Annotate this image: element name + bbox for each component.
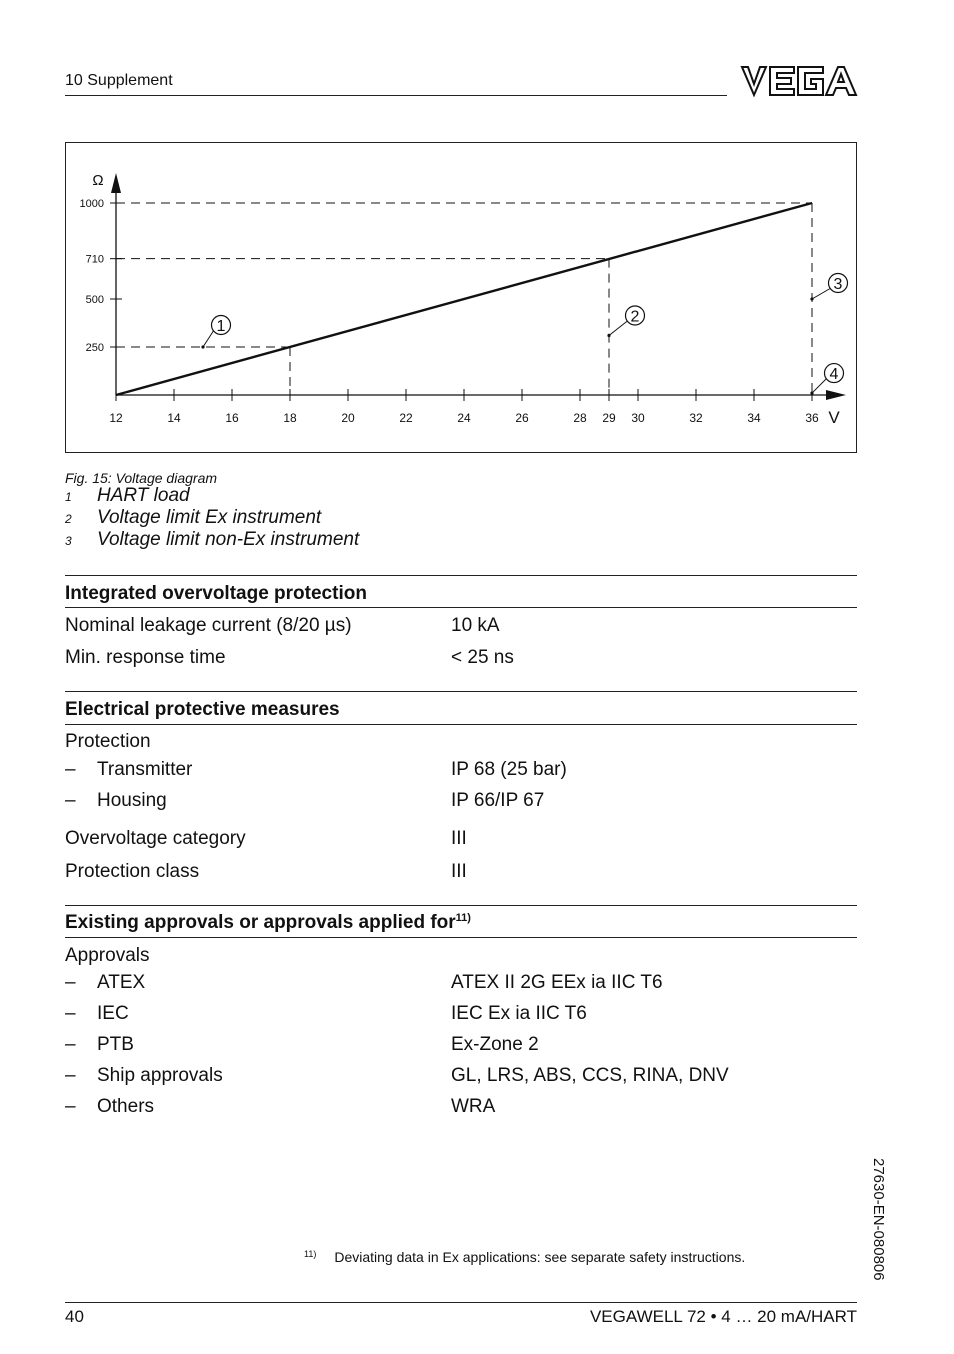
section-rule xyxy=(65,937,857,938)
spec-value: III xyxy=(451,861,467,882)
spec-label: – Ship approvals xyxy=(65,1065,223,1086)
section-title: Electrical protective measures xyxy=(65,699,340,720)
legend-item xyxy=(65,485,190,507)
vega-logo xyxy=(740,64,858,98)
marker-label: 3 xyxy=(833,276,843,293)
section-rule xyxy=(65,691,857,692)
spec-value: 10 kA xyxy=(451,615,500,636)
spec-value: IP 68 (25 bar) xyxy=(451,759,567,780)
marker-label: 1 xyxy=(216,318,226,335)
y-axis-unit-label: Ω xyxy=(92,172,104,189)
section-title: Integrated overvoltage protection xyxy=(65,583,367,604)
footnote xyxy=(304,1249,745,1265)
hart-load-line xyxy=(116,203,812,395)
spec-value: IEC Ex ia IIC T6 xyxy=(451,1003,587,1024)
x-tick-label: 12 xyxy=(109,411,123,425)
marker-label: 2 xyxy=(630,308,640,326)
legend-number: 1 xyxy=(65,490,72,504)
spec-label: Overvoltage category xyxy=(65,828,246,849)
x-tick-label: 18 xyxy=(283,411,297,425)
spec-value: III xyxy=(451,828,467,849)
x-tick-label: 32 xyxy=(689,411,703,425)
legend-item xyxy=(65,507,321,529)
section-rule xyxy=(65,575,857,576)
page-number: 40 xyxy=(65,1307,84,1326)
spec-label: – Transmitter xyxy=(65,759,193,780)
spec-label: Min. response time xyxy=(65,647,226,668)
spec-label: – ATEX xyxy=(65,972,146,993)
document-code: 27630-EN-080806 xyxy=(870,1158,887,1281)
header-rule xyxy=(65,95,727,96)
legend-label: HART load xyxy=(97,485,190,506)
spec-value: ATEX II 2G EEx ia IIC T6 xyxy=(451,972,663,993)
dash: – xyxy=(65,1096,76,1117)
marker-label: 4 xyxy=(829,366,839,384)
y-tick-label: 710 xyxy=(85,253,104,266)
y-tick-label: 1000 xyxy=(79,198,104,210)
spec-label: – PTB xyxy=(65,1034,134,1055)
dash: – xyxy=(65,759,76,780)
spec-label: Protection class xyxy=(65,861,200,882)
marker-leader xyxy=(609,320,628,335)
x-tick-label: 24 xyxy=(457,411,471,425)
product-name: VEGAWELL 72 • 4 … 20 mA/HART xyxy=(589,1307,857,1326)
x-axis-unit-label: V xyxy=(828,408,840,427)
dash: – xyxy=(65,1065,76,1086)
voltage-diagram xyxy=(66,143,858,454)
voltage-diagram-frame xyxy=(65,142,857,453)
section-rule xyxy=(65,607,857,608)
legend-number: 3 xyxy=(65,534,72,548)
spec-value: GL, LRS, ABS, CCS, RINA, DNV xyxy=(451,1065,729,1086)
x-tick-label: 34 xyxy=(747,411,761,425)
x-tick-label: 29 xyxy=(602,411,616,425)
dash: – xyxy=(65,790,76,811)
marker-leader xyxy=(812,378,827,393)
x-tick-label: 26 xyxy=(515,411,529,425)
x-axis-arrow xyxy=(826,390,846,400)
spec-label: – IEC xyxy=(65,1003,129,1024)
legend-label: Voltage limit non-Ex instrument xyxy=(97,529,360,550)
footer-rule xyxy=(65,1302,857,1303)
spec-value: Ex-Zone 2 xyxy=(451,1034,539,1055)
y-tick-label: 250 xyxy=(85,342,104,354)
spec-label: Nominal leakage current (8/20 µs) xyxy=(65,615,352,636)
y-tick-label: 500 xyxy=(85,294,104,306)
spec-label: Protection xyxy=(65,731,151,752)
spec-label: – Housing xyxy=(65,790,167,811)
header-section-label: 10 Supplement xyxy=(65,72,173,89)
x-tick-label: 30 xyxy=(631,411,645,425)
spec-value: < 25 ns xyxy=(451,647,514,668)
legend-number: 2 xyxy=(65,512,72,526)
footnote-ref: 11) xyxy=(455,912,471,924)
x-tick-label: 20 xyxy=(341,411,355,425)
legend-item xyxy=(65,529,359,551)
spec-label: Approvals xyxy=(65,945,150,966)
section-title: Existing approvals or approvals applied for$^{11)}$ xyxy=(65,912,471,933)
spec-value: IP 66/IP 67 xyxy=(451,790,545,811)
figure-caption: Fig. 15: Voltage diagram xyxy=(65,470,218,486)
spec-value: WRA xyxy=(451,1096,496,1117)
x-tick-label: 28 xyxy=(573,411,587,425)
x-tick-label: 16 xyxy=(225,411,239,425)
dash: – xyxy=(65,1034,76,1055)
x-tick-label: 36 xyxy=(805,411,819,425)
legend-label: Voltage limit Ex instrument xyxy=(97,507,322,528)
x-tick-label: 22 xyxy=(399,411,413,425)
section-rule xyxy=(65,724,857,725)
y-axis-arrow xyxy=(111,173,121,193)
footnote-mark: 11) xyxy=(304,1249,317,1259)
footnote-text: Deviating data in Ex applications: see separate safety instructions. xyxy=(334,1249,746,1265)
dash: – xyxy=(65,1003,76,1024)
dash: – xyxy=(65,972,76,993)
section-rule xyxy=(65,905,857,906)
marker-leader xyxy=(812,288,831,299)
spec-label: – Others xyxy=(65,1096,155,1117)
x-tick-label: 14 xyxy=(167,411,181,425)
marker-leader xyxy=(203,330,214,347)
